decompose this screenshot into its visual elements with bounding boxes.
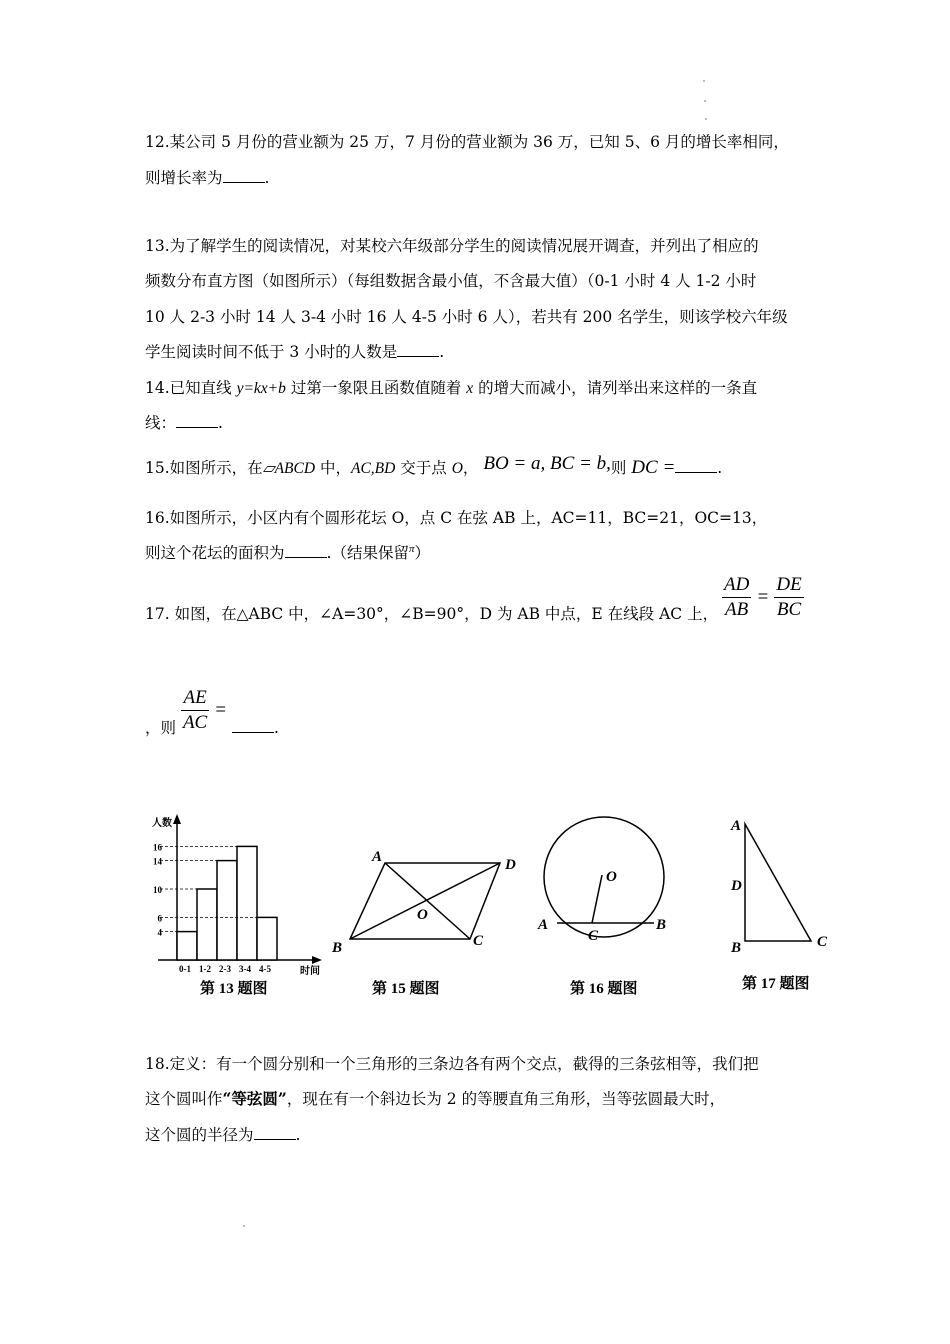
- q12-text: 则增长率为: [145, 169, 223, 187]
- answer-blank[interactable]: [675, 458, 717, 473]
- label-c: C: [588, 928, 599, 944]
- y-tick-label: 10: [153, 885, 162, 895]
- q17-given-fraction: [722, 573, 804, 622]
- q15-ze: 则: [610, 459, 627, 477]
- q14-end: .: [218, 414, 223, 432]
- x-tick-label: 0-1: [179, 964, 191, 974]
- q18-line1: 18.定义：有一个圆分别和一个三角形的三条边各有两个交点，截得的三条弦相等，我们把: [145, 1055, 759, 1073]
- histogram-bar-0-1: [177, 932, 197, 960]
- y-tick-label: 6: [157, 913, 162, 924]
- q12-end: .: [264, 169, 270, 187]
- scan-dot: [705, 118, 707, 120]
- q18-end: .: [295, 1126, 301, 1144]
- q18-text-a: 这个圆叫作: [145, 1090, 223, 1108]
- q15-o: O: [451, 460, 463, 477]
- q17-line2: [145, 686, 279, 735]
- answer-blank[interactable]: [223, 168, 265, 183]
- q18-text3: 这个圆的半径为: [145, 1126, 254, 1144]
- q16-close: ）: [414, 544, 430, 562]
- y-axis-label: 人数: [152, 818, 172, 829]
- q16-text: 则这个花坛的面积为: [145, 544, 285, 562]
- scan-dot: [703, 80, 705, 82]
- circle-o: [544, 817, 667, 937]
- label-d: D: [505, 857, 516, 873]
- parallelogram-figure: [325, 845, 525, 960]
- label-a: A: [372, 849, 383, 865]
- histogram-bar-4-5: [257, 917, 277, 960]
- q13-end: .: [439, 343, 445, 361]
- fraction-ad-ab: $\frac{AD}{AB}$: [724, 574, 750, 620]
- x-tick-label: 1-2: [199, 964, 211, 974]
- q16-line2: [145, 542, 430, 566]
- q15-diag: AC,BD: [350, 460, 396, 477]
- caption-16: 第 16 题图: [570, 981, 638, 997]
- caption-15: 第 15 题图: [372, 981, 440, 997]
- label-d: D: [731, 878, 742, 894]
- q15-pre: 15.如图所示，在: [145, 459, 263, 477]
- label-c: C: [473, 933, 484, 949]
- q18-text-c: ，现在有一个斜边长为 2 的等腰直角三角形，当等弦圆最大时，: [286, 1090, 726, 1108]
- label-c: C: [817, 934, 828, 950]
- equals-sign: =: [756, 586, 770, 608]
- triangle-figure: [725, 810, 840, 960]
- circle-figure: [530, 815, 680, 950]
- scan-dot: [704, 100, 706, 102]
- histogram-bar-2-3: [217, 861, 237, 960]
- answer-blank[interactable]: [254, 1125, 296, 1140]
- q17-pre2: ，则: [145, 718, 177, 737]
- q15-dc: DC =: [631, 457, 676, 478]
- answer-blank[interactable]: [285, 543, 327, 558]
- q12-line2: [145, 167, 269, 189]
- y-tick-label: 4: [157, 927, 162, 938]
- y-axis-arrow: [173, 814, 181, 824]
- y-tick-label: 16: [153, 842, 162, 853]
- q13-line3: 10 人 2-3 小时 14 人 3-4 小时 16 人 4-5 小时 6 人），若共有 200 名学生，则该学校六年级: [145, 308, 788, 326]
- histogram-bar-3-4: [237, 846, 257, 960]
- q14-line1: [145, 377, 757, 400]
- equals-sign: =: [214, 699, 227, 721]
- q13-line4: [145, 341, 444, 363]
- q14-text2: 线：: [145, 414, 177, 432]
- q13-text: 学生阅读时间不低于 3 小时的人数是: [145, 343, 398, 361]
- answer-blank[interactable]: [232, 718, 274, 733]
- label-a: A: [731, 818, 742, 834]
- x-axis-arrow: [312, 956, 322, 964]
- q14-line2: [145, 412, 223, 434]
- pi-symbol: π: [408, 543, 415, 555]
- label-b: B: [656, 917, 667, 933]
- segment-oc: [592, 875, 602, 923]
- histogram-bar-1-2: [197, 889, 217, 960]
- q15-end: .: [717, 459, 723, 477]
- x-tick-label: 3-4: [239, 964, 251, 974]
- x-tick-label: 4-5: [259, 964, 271, 974]
- caption-13: 第 13 题图: [200, 981, 268, 997]
- label-b: B: [332, 940, 343, 956]
- y-tick-label: 14: [153, 856, 162, 867]
- q13-line2: 频数分布直方图（如图所示）（每组数据含最小值，不含最大值）（0-1 小时 4 人 1-2 小时: [145, 272, 757, 290]
- q17-line1: 17. 如图，在△ABC 中，∠A=30°，∠B=90°，D 为 AB 中点，E 在线段 AC 上，: [145, 605, 719, 623]
- diagonal-ac: [385, 863, 470, 939]
- diagonal-bd: [350, 863, 500, 939]
- q14-post: 的增大而减小，请列举出来这样的一条直: [473, 379, 758, 397]
- q14-pre: 14.已知直线: [145, 379, 237, 397]
- x-tick-label: 2-3: [219, 964, 231, 974]
- histogram-figure: [140, 810, 335, 1000]
- q14-mid: 过第一象限且函数值随着: [285, 379, 467, 397]
- x-axis-label: 时间: [300, 966, 320, 977]
- scan-dot: [243, 1225, 245, 1227]
- fraction-de-bc: $\frac{DE}{BC}$: [776, 574, 802, 620]
- q13-line1: 13.为了解学生的阅读情况，对某校六年级部分学生的阅读情况展开调查，并列出了相应的: [145, 237, 759, 255]
- label-o: O: [417, 907, 428, 923]
- q18-line3: [145, 1124, 300, 1146]
- q12-line1: 12.某公司 5 月份的营业额为 25 万，7 月份的营业额为 36 万，已知 5、6 月的增长率相同，: [145, 133, 789, 151]
- q14-x: x: [466, 380, 474, 397]
- q15-mid: 中，: [315, 459, 351, 477]
- q15-given: BO = a, BC = b,: [483, 453, 611, 474]
- label-b: B: [731, 940, 742, 956]
- label-a: A: [538, 917, 549, 933]
- q15-comma: ，: [462, 459, 479, 477]
- q18-line2: [145, 1088, 725, 1110]
- fraction-ae-ac: $\frac{AE}{AC}$: [182, 687, 208, 733]
- answer-blank[interactable]: [397, 342, 439, 357]
- q15-shape: ▱ABCD: [262, 460, 316, 477]
- answer-blank[interactable]: [176, 413, 218, 428]
- q14-eq: y=kx+b: [236, 380, 286, 397]
- q17-end: .: [273, 718, 279, 737]
- term-dengxianyuan: “等弦圆”: [222, 1089, 287, 1108]
- caption-17: 第 17 题图: [742, 976, 810, 992]
- label-o: O: [606, 869, 617, 885]
- q16-line1: 16.如图所示，小区内有个圆形花坛 O，点 C 在弦 AB 上，AC=11，BC=21，OC=13，: [145, 509, 768, 527]
- q15-line: [145, 453, 723, 480]
- q15-post: 交于点: [395, 459, 452, 477]
- q16-text-b: .（结果保留: [326, 544, 409, 562]
- triangle-abc: [745, 824, 811, 941]
